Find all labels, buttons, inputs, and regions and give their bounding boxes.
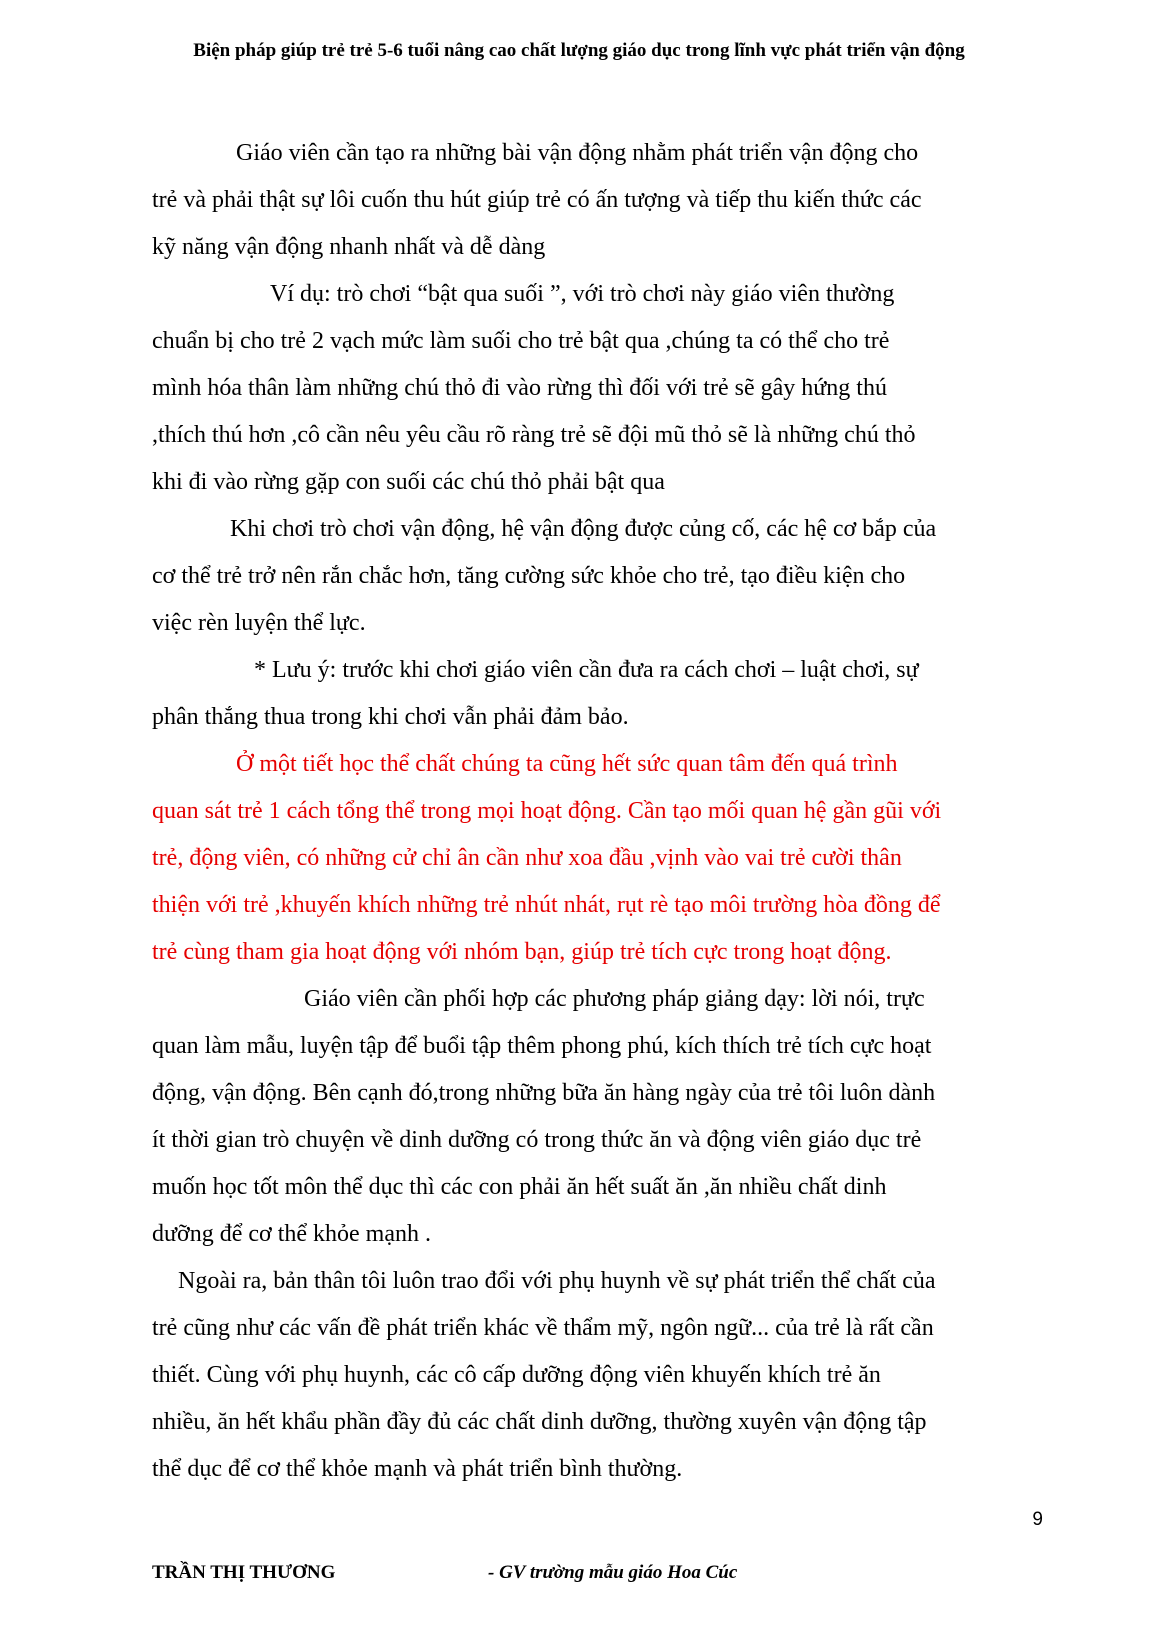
paragraph-3-line-3: việc rèn luyện thể lực.: [152, 610, 366, 636]
highlighted-paragraph-line-5: trẻ cùng tham gia hoạt động với nhóm bạn, giúp trẻ tích cực trong hoạt động.: [152, 939, 892, 965]
highlighted-paragraph-line-2: quan sát trẻ 1 cách tổng thể trong mọi hoạt động. Cần tạo mối quan hệ gần gũi với: [152, 798, 942, 824]
paragraph-2-line-4: ,thích thú hơn ,cô cần nêu yêu cầu rõ ràng trẻ sẽ đội mũ thỏ sẽ là những chú thỏ: [152, 422, 916, 448]
page-header-title: Biện pháp giúp trẻ trẻ 5-6 tuổi nâng cao chất lượng giáo dục trong lĩnh vực phát triển vận động: [193, 40, 965, 61]
paragraph-7-line-4: nhiều, ăn hết khẩu phần đầy đủ các chất dinh dưỡng, thường xuyên vận động tập: [152, 1409, 927, 1435]
paragraph-2-line-1: Ví dụ: trò chơi “bật qua suối ”, với trò chơi này giáo viên thường: [270, 281, 895, 307]
note-line-2: phân thắng thua trong khi chơi vẫn phải đảm bảo.: [152, 704, 629, 730]
paragraph-6-line-5: muốn học tốt môn thể dục thì các con phải ăn hết suất ăn ,ăn nhiều chất dinh: [152, 1174, 887, 1200]
paragraph-6-line-1: Giáo viên cần phối hợp các phương pháp giảng dạy: lời nói, trực: [304, 986, 925, 1012]
footer-school: - GV trường mẫu giáo Hoa Cúc: [488, 1562, 738, 1583]
document-body: [152, 130, 1052, 1493]
paragraph-1-line-2: trẻ và phải thật sự lôi cuốn thu hút giúp trẻ có ấn tượng và tiếp thu kiến thức các: [152, 187, 922, 213]
note-line-1: * Lưu ý: trước khi chơi giáo viên cần đưa ra cách chơi – luật chơi, sự: [254, 657, 919, 683]
page-number: 9: [1032, 1509, 1043, 1530]
paragraph-3-line-2: cơ thể trẻ trở nên rắn chắc hơn, tăng cường sức khỏe cho trẻ, tạo điều kiện cho: [152, 563, 906, 589]
paragraph-7-line-1: Ngoài ra, bản thân tôi luôn trao đổi với phụ huynh về sự phát triển thể chất của: [178, 1268, 936, 1294]
paragraph-2-line-3: mình hóa thân làm những chú thỏ đi vào rừng thì đối với trẻ sẽ gây hứng thú: [152, 375, 887, 401]
paragraph-7-line-5: thể dục để cơ thể khỏe mạnh và phát triển bình thường.: [152, 1456, 683, 1482]
highlighted-paragraph-line-1: Ở một tiết học thể chất chúng ta cũng hết sức quan tâm đến quá trình: [236, 751, 898, 777]
highlighted-paragraph-line-4: thiện với trẻ ,khuyến khích những trẻ nhút nhát, rụt rè tạo môi trường hòa đồng để: [152, 892, 941, 918]
paragraph-6-line-2: quan làm mẫu, luyện tập để buổi tập thêm phong phú, kích thích trẻ tích cực hoạt: [152, 1033, 932, 1059]
paragraph-1-line-3: kỹ năng vận động nhanh nhất và dễ dàng: [152, 234, 546, 260]
paragraph-6-line-4: ít thời gian trò chuyện về dinh dưỡng có trong thức ăn và động viên giáo dục trẻ: [152, 1127, 922, 1153]
paragraph-3-line-1: Khi chơi trò chơi vận động, hệ vận động được củng cố, các hệ cơ bắp của: [230, 516, 937, 542]
paragraph-2-line-2: chuẩn bị cho trẻ 2 vạch mức làm suối cho trẻ bật qua ,chúng ta có thể cho trẻ: [152, 328, 890, 354]
highlighted-paragraph-line-3: trẻ, động viên, có những cử chỉ ân cần như xoa đầu ,vịnh vào vai trẻ cười thân: [152, 845, 902, 871]
paragraph-2-line-5: khi đi vào rừng gặp con suối các chú thỏ phải bật qua: [152, 469, 665, 495]
paragraph-6-line-3: động, vận động. Bên cạnh đó,trong những bữa ăn hàng ngày của trẻ tôi luôn dành: [152, 1080, 936, 1106]
paragraph-6-line-6: dưỡng để cơ thể khỏe mạnh .: [152, 1221, 431, 1247]
footer-author: TRẦN THỊ THƯƠNG: [152, 1562, 336, 1583]
paragraph-7-line-3: thiết. Cùng với phụ huynh, các cô cấp dưỡng động viên khuyến khích trẻ ăn: [152, 1362, 881, 1388]
paragraph-1-line-1: Giáo viên cần tạo ra những bài vận động nhằm phát triển vận động cho: [236, 140, 919, 166]
paragraph-7-line-2: trẻ cũng như các vấn đề phát triển khác về thẩm mỹ, ngôn ngữ... của trẻ là rất cần: [152, 1315, 934, 1341]
